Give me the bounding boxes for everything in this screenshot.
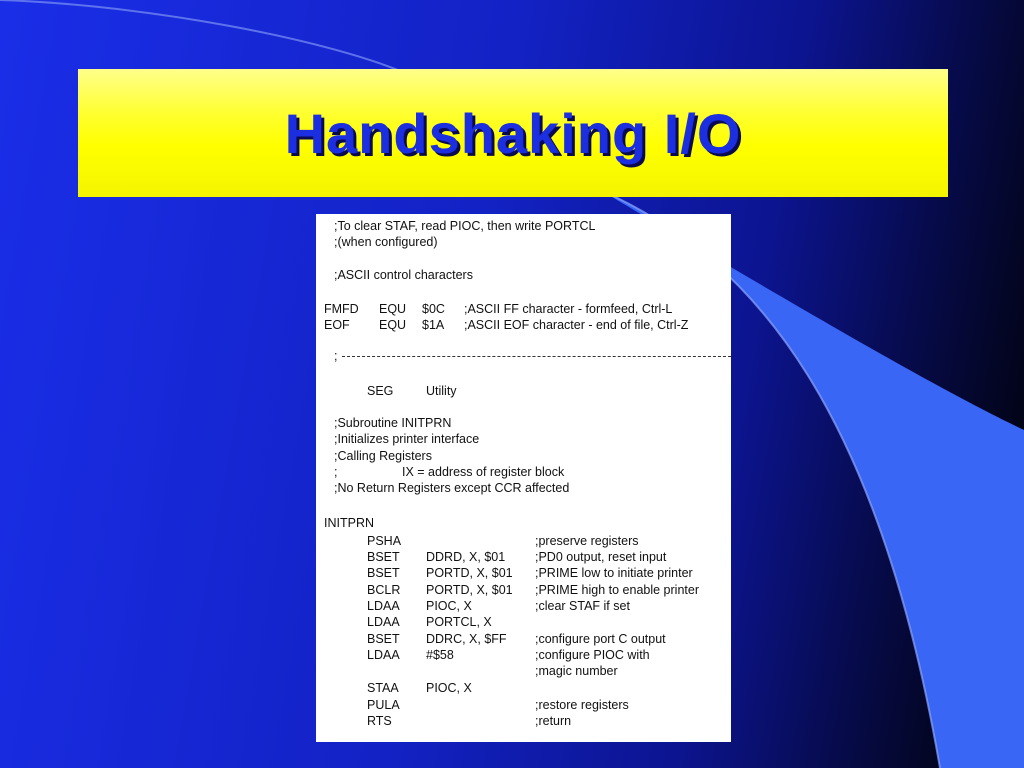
instruction-operand: PIOC, X bbox=[426, 681, 472, 695]
swoosh-arc-top bbox=[0, 0, 410, 75]
instruction-op: BSET bbox=[367, 632, 400, 646]
equate-comment: ;ASCII FF character - formfeed, Ctrl-L bbox=[464, 302, 673, 316]
instruction-comment: ;PRIME low to initiate printer bbox=[535, 566, 693, 580]
instruction-comment: ;configure port C output bbox=[535, 632, 666, 646]
instruction-operand: #$58 bbox=[426, 648, 454, 662]
code-comment: ;To clear STAF, read PIOC, then write PORTCL bbox=[334, 219, 596, 233]
instruction-comment: ;PRIME high to enable printer bbox=[535, 583, 699, 597]
equate-op: EQU bbox=[379, 302, 407, 316]
code-comment: ;Calling Registers bbox=[334, 449, 432, 463]
instruction-operand: PORTD, X, $01 bbox=[426, 583, 513, 597]
code-comment: ;(when configured) bbox=[334, 235, 438, 249]
instruction-op: BCLR bbox=[367, 583, 401, 597]
instruction-op: BSET bbox=[367, 566, 400, 580]
instruction-operand: DDRD, X, $01 bbox=[426, 550, 506, 564]
instruction-comment: ;return bbox=[535, 714, 572, 728]
title-banner bbox=[78, 69, 948, 197]
instruction-op: LDAA bbox=[367, 615, 400, 629]
equate-operand: $0C bbox=[422, 302, 445, 316]
instruction-op: STAA bbox=[367, 681, 399, 695]
equate-operand: $1A bbox=[422, 318, 445, 332]
slide-title: Handshaking I/O bbox=[284, 101, 742, 165]
code-comment: ; bbox=[334, 465, 338, 479]
code-listing bbox=[316, 214, 731, 742]
equate-label: EOF bbox=[324, 318, 350, 332]
instruction-comment: ;preserve registers bbox=[535, 534, 639, 548]
code-comment: ;No Return Registers except CCR affected bbox=[334, 481, 570, 495]
instruction-op: PULA bbox=[367, 698, 400, 712]
instruction-op: LDAA bbox=[367, 648, 400, 662]
instruction-operand: PORTD, X, $01 bbox=[426, 566, 513, 580]
instruction-comment: ;restore registers bbox=[535, 698, 629, 712]
instruction-operand: PORTCL, X bbox=[426, 615, 492, 629]
instruction-comment: ;clear STAF if set bbox=[535, 599, 630, 613]
instruction-comment: ;PD0 output, reset input bbox=[535, 550, 667, 564]
code-comment: ;Subroutine INITPRN bbox=[334, 416, 452, 430]
routine-label: INITPRN bbox=[324, 516, 374, 530]
code-comment: ;Initializes printer interface bbox=[334, 432, 480, 446]
instruction-op: PSHA bbox=[367, 534, 402, 548]
instruction-operand: DDRC, X, $FF bbox=[426, 632, 507, 646]
code-divider bbox=[342, 356, 731, 357]
segment-op: SEG bbox=[367, 384, 394, 398]
segment-operand: Utility bbox=[426, 384, 457, 398]
equate-op: EQU bbox=[379, 318, 407, 332]
instruction-comment: ;magic number bbox=[535, 664, 618, 678]
instruction-comment: ;configure PIOC with bbox=[535, 648, 650, 662]
instruction-op: RTS bbox=[367, 714, 392, 728]
divider-prefix: ; bbox=[334, 349, 338, 363]
instruction-op: BSET bbox=[367, 550, 400, 564]
calling-register-note: IX = address of register block bbox=[402, 465, 565, 479]
code-comment: ;ASCII control characters bbox=[334, 268, 473, 282]
equate-comment: ;ASCII EOF character - end of file, Ctrl-Z bbox=[464, 318, 689, 332]
equate-label: FMFD bbox=[324, 302, 359, 316]
instruction-operand: PIOC, X bbox=[426, 599, 472, 613]
instruction-op: LDAA bbox=[367, 599, 400, 613]
